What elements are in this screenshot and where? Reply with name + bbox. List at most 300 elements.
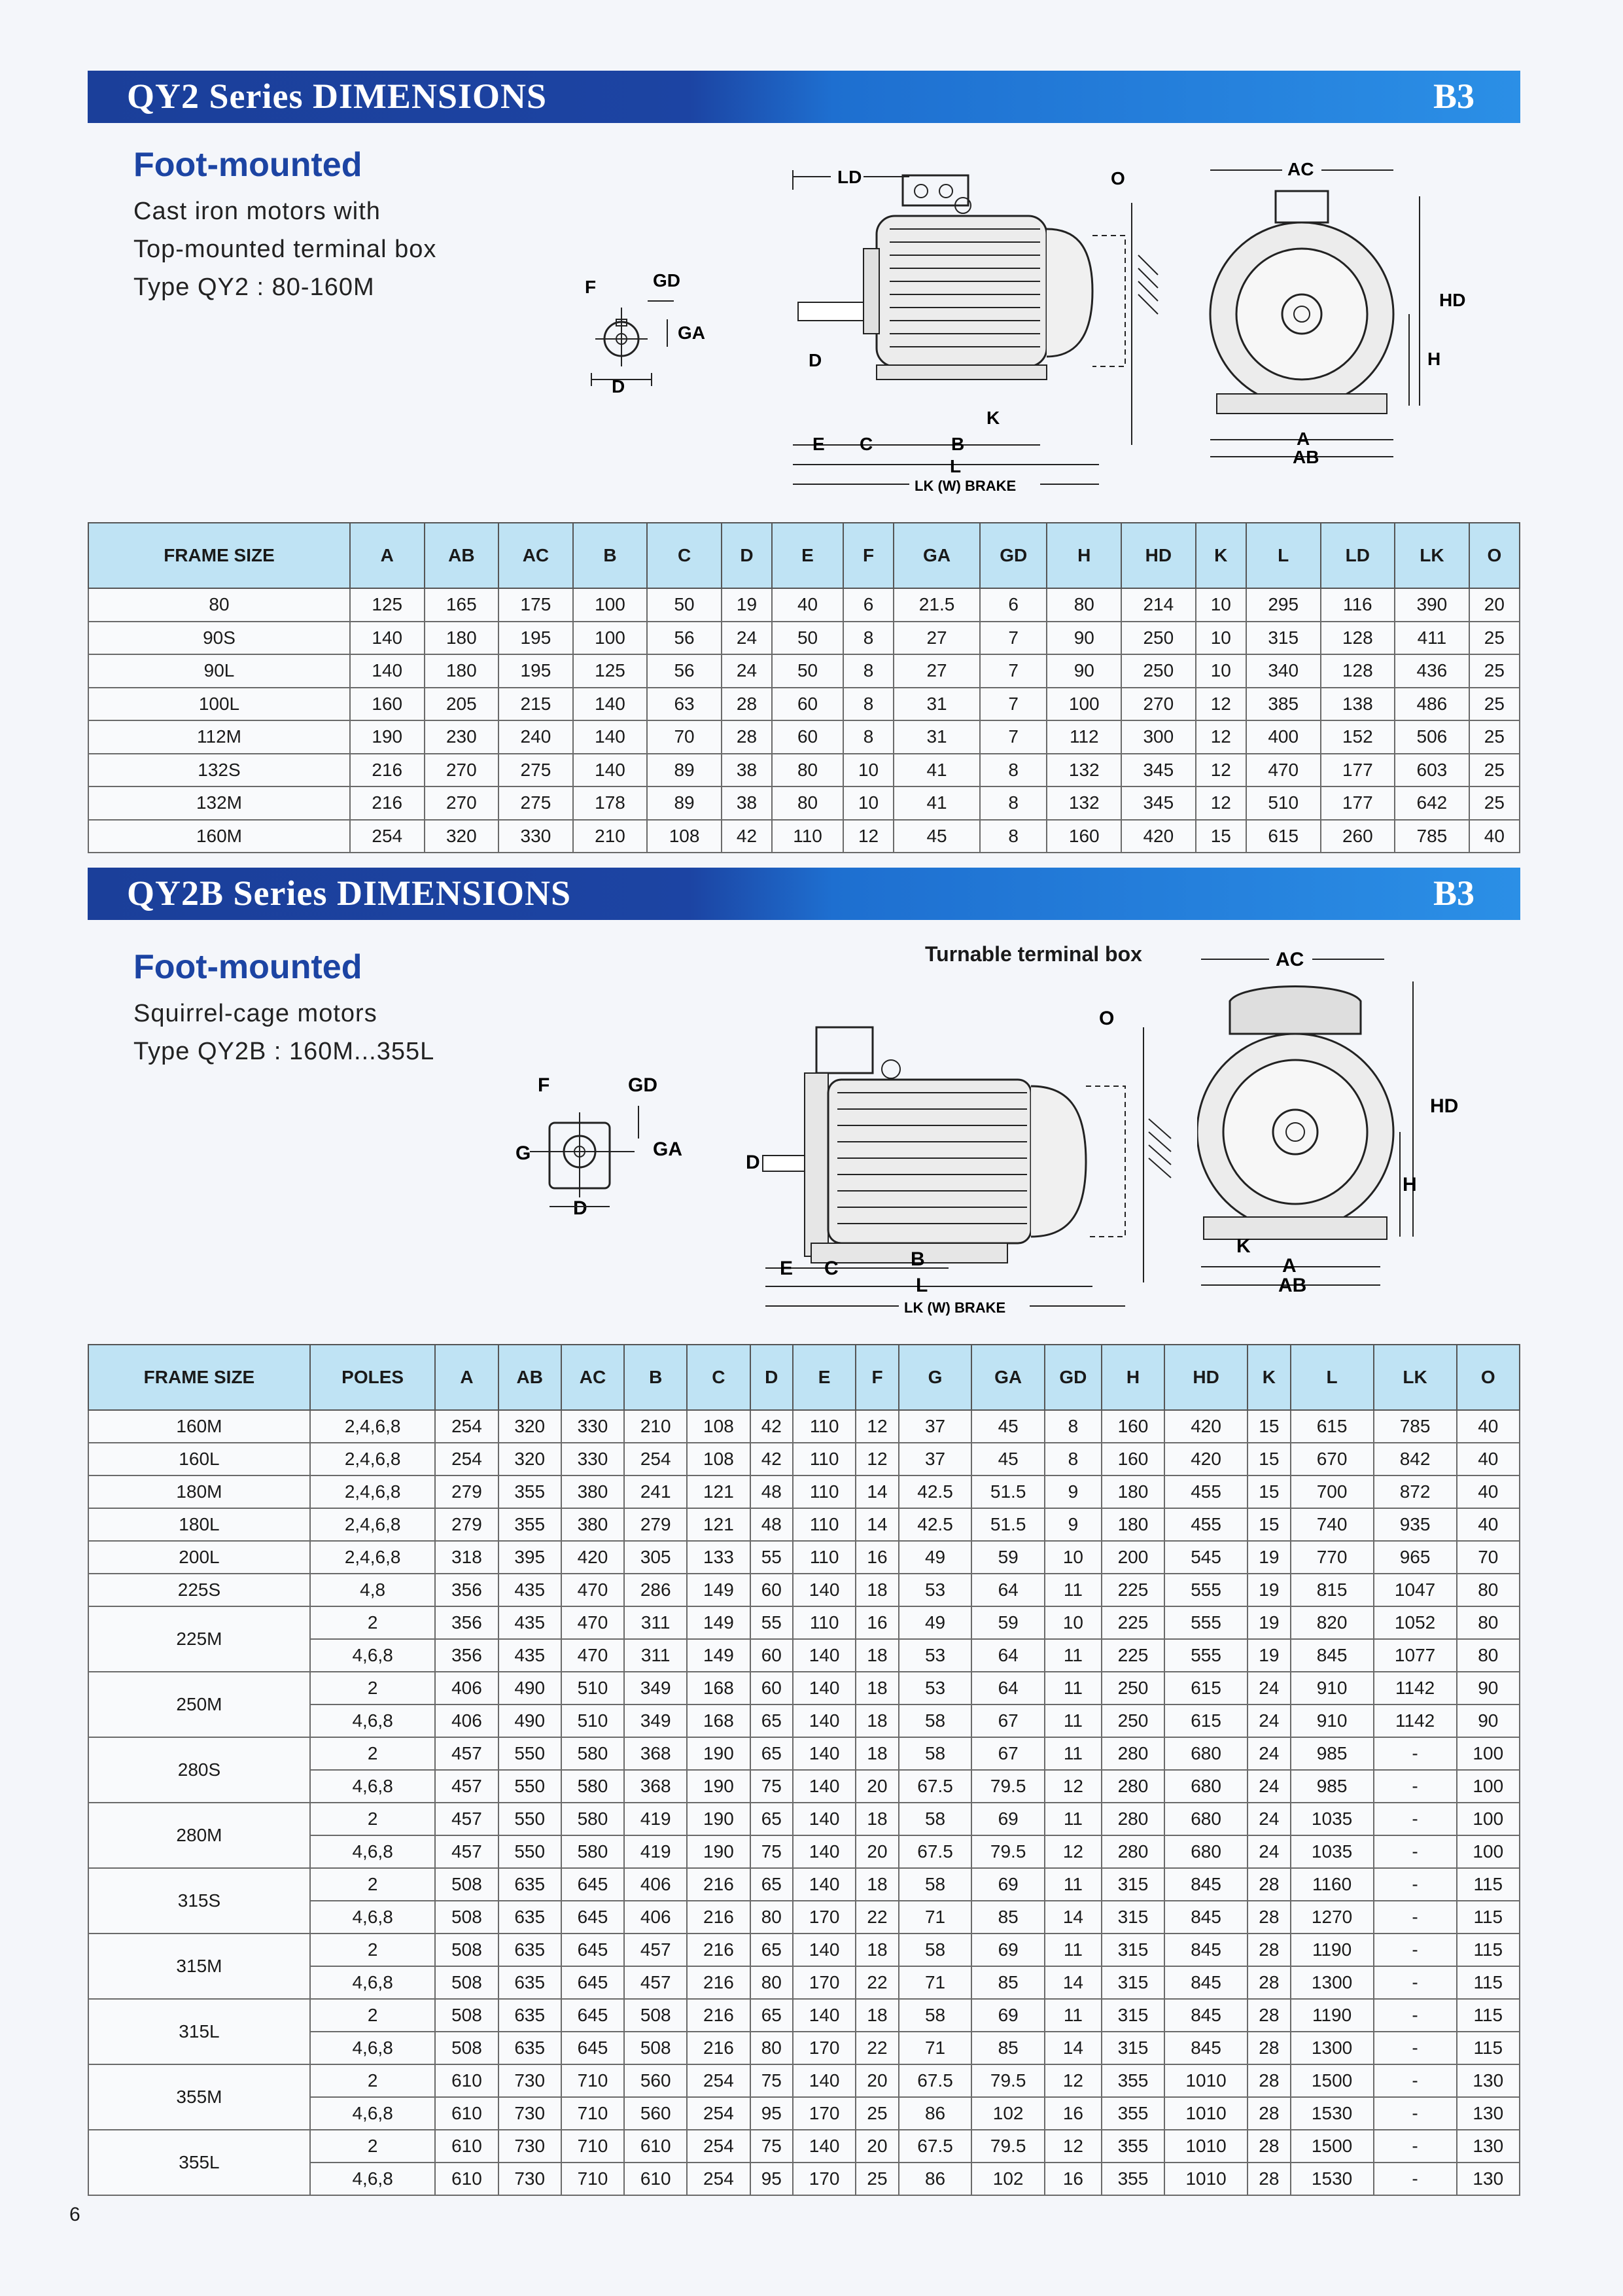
table-cell: 508	[435, 2032, 498, 2064]
table-cell: 1530	[1291, 2163, 1374, 2195]
table-cell: 315	[1102, 1966, 1164, 1999]
table-cell: 508	[624, 2032, 687, 2064]
table-cell: 40	[1457, 1475, 1520, 1508]
table-cell: 195	[498, 654, 573, 688]
table-cell: -	[1374, 1835, 1457, 1868]
banner-code: B3	[1433, 874, 1475, 913]
table-cell: 190	[687, 1835, 750, 1868]
table-cell: 190	[687, 1770, 750, 1803]
table-cell: 10	[1196, 622, 1246, 655]
table-cell: 115	[1457, 1901, 1520, 1934]
table-cell: 115	[1457, 1934, 1520, 1966]
table-cell: 508	[435, 1999, 498, 2032]
table-row	[88, 1606, 1520, 1639]
frame-size-cell: 315M	[88, 1934, 310, 1999]
label-B: B	[951, 434, 965, 454]
table-cell: 845	[1164, 1934, 1248, 1966]
label-B: B	[911, 1248, 925, 1270]
table-cell: 457	[624, 1934, 687, 1966]
table-cell: 80	[1457, 1606, 1520, 1639]
table-cell: 28	[722, 688, 772, 721]
table-cell: 56	[647, 654, 722, 688]
qy2-dimension-table	[88, 522, 1520, 853]
table-cell: -	[1374, 2163, 1457, 2195]
table-row	[88, 1999, 1520, 2032]
table-cell: 254	[687, 2163, 750, 2195]
label-A: A	[1282, 1255, 1297, 1277]
frame-size-cell: 160M	[88, 1410, 310, 1443]
table-cell: 435	[498, 1574, 561, 1606]
table-cell: 86	[899, 2097, 972, 2130]
table-cell: 79.5	[971, 1835, 1045, 1868]
table-cell: 8	[843, 622, 894, 655]
table-cell: 100	[1047, 688, 1121, 721]
label-GA: GA	[678, 323, 705, 343]
table-cell: 270	[1121, 688, 1196, 721]
table-cell: 24	[1248, 1704, 1290, 1737]
table-cell: 355	[1102, 2064, 1164, 2097]
table-cell: 10	[1045, 1606, 1102, 1639]
table-cell: 16	[1045, 2163, 1102, 2195]
table-cell: 100	[1457, 1770, 1520, 1803]
table-cell: 315	[1102, 2032, 1164, 2064]
frame-size-cell: 250M	[88, 1672, 310, 1737]
table-cell: 11	[1045, 1574, 1102, 1606]
table-cell: 40	[1457, 1508, 1520, 1541]
table-cell: 390	[1395, 588, 1469, 622]
table-cell: 14	[1045, 2032, 1102, 2064]
label-D: D	[809, 350, 822, 370]
table-cell: 300	[1121, 720, 1196, 754]
table-cell: 279	[624, 1508, 687, 1541]
table-cell: 406	[435, 1672, 498, 1704]
table-cell: 180	[1102, 1475, 1164, 1508]
table-cell: 260	[1321, 820, 1395, 853]
table-cell: 85	[971, 1901, 1045, 1934]
table-cell: 108	[647, 820, 722, 853]
table-cell: 25	[856, 2163, 898, 2195]
column-header: K	[1248, 1345, 1290, 1410]
table-cell: 457	[435, 1835, 498, 1868]
table-cell: 15	[1196, 820, 1246, 853]
table-cell: -	[1374, 2097, 1457, 2130]
table-cell: 311	[624, 1606, 687, 1639]
table-cell: 102	[971, 2097, 1045, 2130]
table-cell: 69	[971, 1934, 1045, 1966]
table-cell: 190	[687, 1737, 750, 1770]
label-D: D	[612, 376, 625, 397]
table-cell: 28	[1248, 1868, 1290, 1901]
table-cell: 470	[561, 1574, 624, 1606]
table-cell: 985	[1291, 1770, 1374, 1803]
frame-size-cell: 160M	[88, 820, 350, 853]
table-cell: 215	[498, 688, 573, 721]
banner-title: QY2 Series DIMENSIONS	[127, 77, 548, 116]
column-header: GA	[971, 1345, 1045, 1410]
table-cell: 140	[793, 1704, 856, 1737]
table-cell: 4,6,8	[310, 2163, 435, 2195]
table-cell: 435	[498, 1639, 561, 1672]
table-cell: 37	[899, 1410, 972, 1443]
label-D: D	[573, 1197, 587, 1219]
table-cell: 610	[624, 2130, 687, 2163]
table-cell: 985	[1291, 1737, 1374, 1770]
table-cell: 59	[971, 1541, 1045, 1574]
column-header: H	[1047, 523, 1121, 588]
table-cell: 205	[425, 688, 499, 721]
table-cell: 160	[1102, 1443, 1164, 1475]
table-cell: 7	[980, 654, 1047, 688]
table-cell: 2	[310, 2130, 435, 2163]
table-cell: 457	[624, 1966, 687, 1999]
table-cell: 1530	[1291, 2097, 1374, 2130]
table-cell: 419	[624, 1835, 687, 1868]
table-cell: 42	[750, 1443, 793, 1475]
table-cell: 170	[793, 2163, 856, 2195]
table-cell: 18	[856, 1639, 898, 1672]
table-cell: 785	[1374, 1410, 1457, 1443]
table-cell: 510	[1246, 786, 1321, 820]
table-cell: 4,6,8	[310, 1770, 435, 1803]
qy2b-dimension-table	[88, 1344, 1520, 2196]
table-cell: 2	[310, 1672, 435, 1704]
table-cell: 28	[1248, 1901, 1290, 1934]
table-cell: -	[1374, 1737, 1457, 1770]
table-cell: 170	[793, 1966, 856, 1999]
turnable-terminal-box-label: Turnable terminal box	[925, 942, 1142, 966]
table-cell: 785	[1395, 820, 1469, 853]
column-header: L	[1246, 523, 1321, 588]
table-cell: 910	[1291, 1704, 1374, 1737]
table-cell: 406	[624, 1868, 687, 1901]
table-header-row	[88, 523, 1520, 588]
table-cell: 710	[561, 2163, 624, 2195]
frame-size-cell: 180M	[88, 1475, 310, 1508]
table-cell: 130	[1457, 2097, 1520, 2130]
table-cell: 110	[793, 1541, 856, 1574]
label-D: D	[746, 1152, 760, 1173]
table-cell: 610	[435, 2163, 498, 2195]
frame-size-cell: 315L	[88, 1999, 310, 2064]
table-cell: 180	[1102, 1508, 1164, 1541]
table-cell: 11	[1045, 1737, 1102, 1770]
table-cell: 67.5	[899, 1770, 972, 1803]
table-cell: 455	[1164, 1508, 1248, 1541]
table-cell: 140	[793, 1803, 856, 1835]
label-AB: AB	[1293, 447, 1319, 467]
table-cell: 356	[435, 1574, 498, 1606]
table-cell: 710	[561, 2130, 624, 2163]
table-cell: 110	[793, 1443, 856, 1475]
table-cell: 275	[498, 786, 573, 820]
table-cell: 170	[793, 2097, 856, 2130]
table-cell: 16	[1045, 2097, 1102, 2130]
table-cell: 295	[1246, 588, 1321, 622]
table-cell: 510	[561, 1704, 624, 1737]
table-cell: 165	[425, 588, 499, 622]
table-cell: 315	[1102, 1901, 1164, 1934]
table-cell: 11	[1045, 1868, 1102, 1901]
table-cell: 2	[310, 1934, 435, 1966]
desc-line: Squirrel-cage motors	[133, 1000, 377, 1027]
label-lk-brake: LK (W) BRAKE	[915, 478, 1017, 494]
table-cell: 14	[856, 1475, 898, 1508]
table-cell: 615	[1246, 820, 1321, 853]
table-cell: 635	[498, 2032, 561, 2064]
table-row	[88, 1803, 1520, 1835]
table-cell: 20	[856, 1770, 898, 1803]
table-cell: 815	[1291, 1574, 1374, 1606]
table-cell: 315	[1102, 1868, 1164, 1901]
table-cell: 64	[971, 1574, 1045, 1606]
table-cell: 420	[1164, 1443, 1248, 1475]
table-cell: 55	[750, 1606, 793, 1639]
table-cell: 8	[1045, 1410, 1102, 1443]
table-cell: 4,6,8	[310, 2032, 435, 2064]
table-cell: 50	[647, 588, 722, 622]
table-cell: 279	[435, 1508, 498, 1541]
table-cell: 140	[793, 2064, 856, 2097]
table-cell: 4,6,8	[310, 1901, 435, 1934]
table-cell: 2	[310, 1868, 435, 1901]
table-cell: 80	[772, 754, 843, 787]
table-cell: 20	[856, 1835, 898, 1868]
table-cell: 18	[856, 1574, 898, 1606]
table-cell: 8	[843, 654, 894, 688]
table-cell: 610	[435, 2130, 498, 2163]
table-row	[88, 654, 1520, 688]
frame-size-cell: 100L	[88, 688, 350, 721]
table-cell: 168	[687, 1704, 750, 1737]
motor-end-view	[1197, 157, 1485, 484]
table-cell: 79.5	[971, 2130, 1045, 2163]
table-cell: 645	[561, 2032, 624, 2064]
table-cell: 14	[1045, 1966, 1102, 1999]
table-cell: 550	[498, 1835, 561, 1868]
table-cell: 10	[1045, 1541, 1102, 1574]
table-cell: 770	[1291, 1541, 1374, 1574]
table-cell: 580	[561, 1737, 624, 1770]
table-cell: 2,4,6,8	[310, 1508, 435, 1541]
table-cell: 110	[793, 1410, 856, 1443]
table-cell: 965	[1374, 1541, 1457, 1574]
table-cell: 10	[843, 786, 894, 820]
table-cell: 330	[561, 1443, 624, 1475]
table-cell: 470	[1246, 754, 1321, 787]
table-cell: 125	[350, 588, 425, 622]
table-cell: 1160	[1291, 1868, 1374, 1901]
table-cell: 470	[561, 1606, 624, 1639]
table-cell: 419	[624, 1803, 687, 1835]
table-cell: 610	[624, 2163, 687, 2195]
table-cell: 75	[750, 2064, 793, 2097]
table-cell: 28	[1248, 2163, 1290, 2195]
table-cell: 1190	[1291, 1999, 1374, 2032]
table-cell: 49	[899, 1606, 972, 1639]
table-cell: 250	[1121, 654, 1196, 688]
table-cell: 64	[971, 1672, 1045, 1704]
table-cell: 356	[435, 1606, 498, 1639]
table-cell: 25	[1469, 622, 1520, 655]
column-header: K	[1196, 523, 1246, 588]
table-cell: 12	[1045, 2064, 1102, 2097]
table-cell: 280	[1102, 1835, 1164, 1868]
table-cell: 216	[687, 1999, 750, 2032]
table-cell: 7	[980, 720, 1047, 754]
table-cell: 152	[1321, 720, 1395, 754]
table-cell: 170	[793, 2032, 856, 2064]
table-row	[88, 1672, 1520, 1704]
table-cell: 125	[573, 654, 648, 688]
column-header: GD	[1045, 1345, 1102, 1410]
table-cell: 53	[899, 1574, 972, 1606]
table-cell: 1035	[1291, 1803, 1374, 1835]
table-cell: 132	[1047, 754, 1121, 787]
table-cell: 24	[1248, 1672, 1290, 1704]
table-cell: 12	[856, 1443, 898, 1475]
label-L: L	[916, 1275, 928, 1296]
table-cell: 216	[687, 1901, 750, 1934]
table-cell: 80	[1047, 588, 1121, 622]
table-cell: 241	[624, 1475, 687, 1508]
table-cell: 24	[1248, 1835, 1290, 1868]
table-cell: 70	[1457, 1541, 1520, 1574]
table-cell: 1500	[1291, 2064, 1374, 2097]
table-cell: 216	[687, 1868, 750, 1901]
motor-end-view	[1197, 942, 1485, 1309]
table-cell: 100	[1457, 1803, 1520, 1835]
label-LD: LD	[837, 167, 862, 187]
table-cell: 40	[1457, 1443, 1520, 1475]
table-cell: 170	[793, 1901, 856, 1934]
table-cell: 1010	[1164, 2097, 1248, 2130]
table-cell: 406	[435, 1704, 498, 1737]
table-cell: 315	[1246, 622, 1321, 655]
table-cell: 40	[1457, 1410, 1520, 1443]
table-cell: -	[1374, 1803, 1457, 1835]
table-cell: 65	[750, 1704, 793, 1737]
table-cell: 435	[498, 1606, 561, 1639]
table-cell: 110	[793, 1475, 856, 1508]
table-cell: 610	[435, 2064, 498, 2097]
table-cell: 178	[573, 786, 648, 820]
label-GD: GD	[653, 270, 680, 291]
table-cell: 10	[843, 754, 894, 787]
table-cell: 149	[687, 1639, 750, 1672]
table-cell: 680	[1164, 1803, 1248, 1835]
label-AB: AB	[1278, 1275, 1307, 1296]
table-cell: 45	[971, 1410, 1045, 1443]
column-header: L	[1291, 1345, 1374, 1410]
table-cell: 4,6,8	[310, 2097, 435, 2130]
table-cell: 1077	[1374, 1639, 1457, 1672]
table-cell: 11	[1045, 1934, 1102, 1966]
table-cell: 330	[561, 1410, 624, 1443]
table-cell: 24	[722, 622, 772, 655]
table-row	[88, 754, 1520, 787]
table-cell: 53	[899, 1639, 972, 1672]
table-cell: 710	[561, 2064, 624, 2097]
table-cell: 60	[750, 1574, 793, 1606]
table-cell: 210	[573, 820, 648, 853]
table-cell: 355	[498, 1508, 561, 1541]
table-cell: 457	[435, 1737, 498, 1770]
frame-size-cell: 80	[88, 588, 350, 622]
table-cell: 400	[1246, 720, 1321, 754]
table-cell: 411	[1395, 622, 1469, 655]
table-cell: 4,6,8	[310, 1966, 435, 1999]
table-cell: 63	[647, 688, 722, 721]
table-cell: 175	[498, 588, 573, 622]
table-cell: 28	[1248, 2130, 1290, 2163]
shaft-end-diagram	[576, 262, 720, 406]
frame-size-cell: 280M	[88, 1803, 310, 1868]
table-cell: 490	[498, 1704, 561, 1737]
table-cell: 380	[561, 1475, 624, 1508]
table-cell: 555	[1164, 1639, 1248, 1672]
table-cell: 190	[687, 1803, 750, 1835]
frame-size-cell: 280S	[88, 1737, 310, 1803]
table-cell: -	[1374, 1966, 1457, 1999]
column-header: AC	[498, 523, 573, 588]
table-cell: 420	[1121, 820, 1196, 853]
subtitle: Foot-mounted	[133, 146, 362, 184]
table-cell: 24	[722, 654, 772, 688]
table-cell: 270	[425, 754, 499, 787]
table-cell: 550	[498, 1737, 561, 1770]
table-cell: 8	[980, 820, 1047, 853]
table-cell: 18	[856, 1934, 898, 1966]
column-header: HD	[1164, 1345, 1248, 1410]
table-cell: 100	[1457, 1835, 1520, 1868]
table-cell: 368	[624, 1770, 687, 1803]
table-cell: 65	[750, 1868, 793, 1901]
table-cell: 80	[750, 1966, 793, 1999]
label-E: E	[812, 434, 825, 454]
table-cell: 10	[1196, 654, 1246, 688]
table-cell: 18	[856, 1672, 898, 1704]
table-cell: 22	[856, 1966, 898, 1999]
table-cell: 67	[971, 1737, 1045, 1770]
table-cell: -	[1374, 1868, 1457, 1901]
table-cell: 250	[1102, 1672, 1164, 1704]
table-cell: 51.5	[971, 1475, 1045, 1508]
table-cell: 19	[1248, 1541, 1290, 1574]
column-header: B	[573, 523, 648, 588]
table-cell: 1270	[1291, 1901, 1374, 1934]
table-cell: 254	[350, 820, 425, 853]
shaft-end-diagram	[510, 1067, 707, 1230]
table-cell: 1190	[1291, 1934, 1374, 1966]
column-header: A	[350, 523, 425, 588]
table-cell: 75	[750, 1835, 793, 1868]
column-header: FRAME SIZE	[88, 1345, 310, 1410]
table-cell: 50	[772, 622, 843, 655]
table-cell: 420	[561, 1541, 624, 1574]
table-cell: 71	[899, 1901, 972, 1934]
table-cell: 270	[425, 786, 499, 820]
table-cell: 845	[1291, 1639, 1374, 1672]
table-cell: 508	[435, 1901, 498, 1934]
table-cell: 132	[1047, 786, 1121, 820]
table-row	[88, 820, 1520, 853]
table-cell: 670	[1291, 1443, 1374, 1475]
table-cell: 8	[843, 720, 894, 754]
table-cell: 48	[750, 1475, 793, 1508]
table-cell: 115	[1457, 1966, 1520, 1999]
table-cell: 2,4,6,8	[310, 1410, 435, 1443]
label-C: C	[860, 434, 873, 454]
